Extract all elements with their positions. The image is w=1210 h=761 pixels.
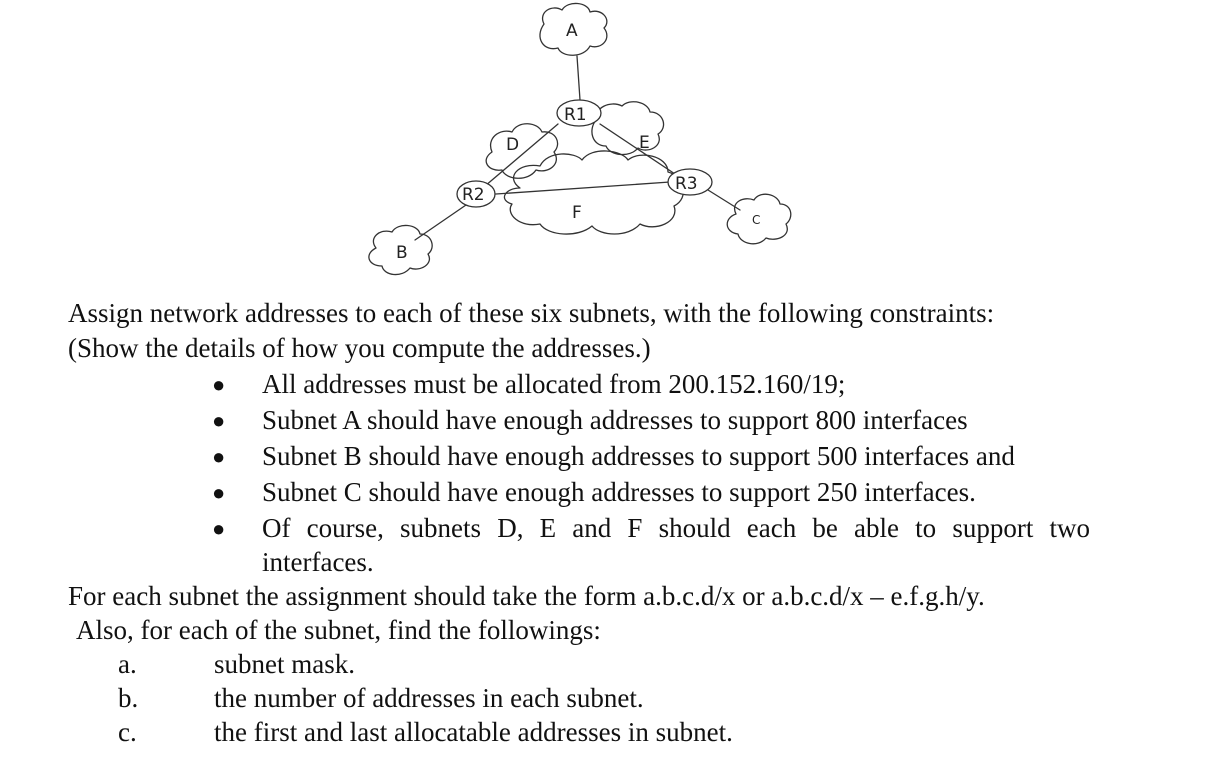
- label-b: B: [396, 243, 408, 263]
- label-r3: R3: [675, 174, 698, 194]
- bullet-dot: ●: [212, 372, 226, 397]
- bullet-item: Of course, subnets D, E and F should each be able to support two: [262, 513, 1090, 543]
- link-r2-b: [415, 205, 466, 240]
- label-d: D: [506, 135, 520, 155]
- label-r2: R2: [462, 185, 485, 205]
- bullet-dot: ●: [212, 480, 226, 505]
- bullet-item-continuation: interfaces.: [262, 547, 374, 577]
- item-marker: a.: [118, 649, 137, 679]
- label-r1: R1: [564, 105, 587, 125]
- link-r1-r2: [485, 124, 558, 186]
- bullet-item: Subnet C should have enough addresses to support 250 interfaces.: [262, 477, 976, 507]
- bullet-item: Subnet B should have enough addresses to support 500 interfaces and: [262, 441, 1015, 471]
- network-diagram: [0, 0, 1210, 300]
- label-c: C: [752, 213, 761, 227]
- bullet-dot: ●: [212, 408, 226, 433]
- bullet-item: Subnet A should have enough addresses to support 800 interfaces: [262, 405, 968, 435]
- label-a: A: [566, 21, 578, 41]
- link-r2-r3: [496, 182, 670, 194]
- cloud-d: [486, 124, 557, 179]
- label-f: F: [572, 203, 582, 223]
- cloud-e: [592, 102, 664, 155]
- item-marker: b.: [118, 683, 139, 713]
- item-text: subnet mask.: [214, 649, 355, 679]
- also-line: Also, for each of the subnet, find the followings:: [76, 615, 601, 645]
- bullet-dot: ●: [212, 444, 226, 469]
- item-marker: c.: [118, 717, 137, 747]
- item-text: the first and last allocatable addresses in subnet.: [214, 717, 733, 747]
- form-line: For each subnet the assignment should take the form a.b.c.d/x or a.b.c.d/x – e.f.g.h/y.: [68, 581, 985, 611]
- intro-line-2: (Show the details of how you compute the addresses.): [68, 333, 651, 363]
- label-e: E: [639, 133, 650, 153]
- bullet-dot: ●: [212, 516, 226, 541]
- cloud-f: [504, 151, 683, 234]
- intro-line-1: Assign network addresses to each of these six subnets, with the following constraints:: [68, 298, 995, 328]
- bullet-item: All addresses must be allocated from 200.152.160/19;: [262, 369, 846, 399]
- link-r3-c: [708, 190, 740, 210]
- item-text: the number of addresses in each subnet.: [214, 683, 644, 713]
- link-a-r1: [577, 56, 580, 100]
